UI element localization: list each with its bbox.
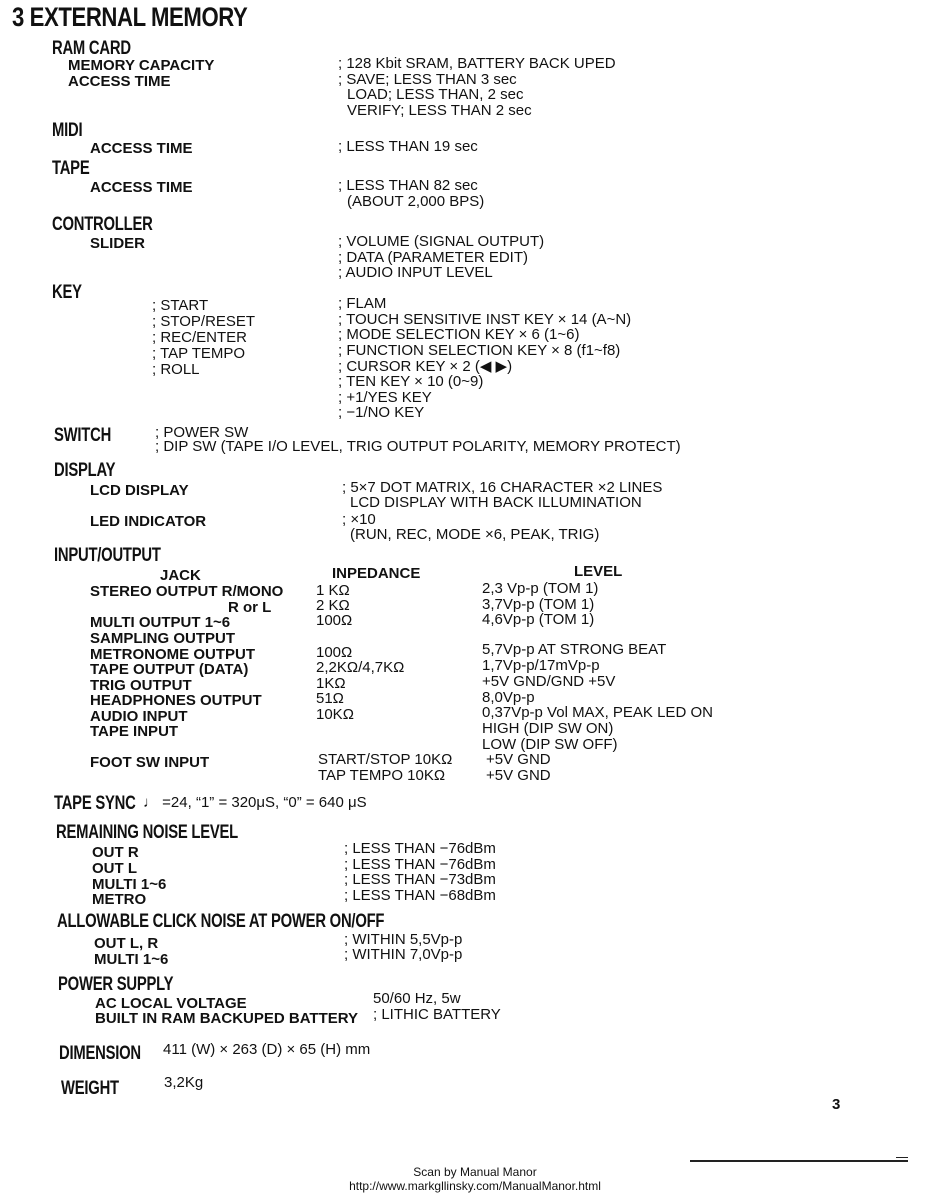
ram-card-heading: RAM CARD bbox=[52, 38, 131, 59]
io-level-5: 5,7Vp-p AT STRONG BEAT bbox=[482, 641, 667, 658]
page-number: 3 bbox=[832, 1096, 841, 1113]
tape-access-label: ACCESS TIME bbox=[90, 179, 193, 196]
impedance-header: INPEDANCE bbox=[332, 565, 421, 582]
io-level-2: 3,7Vp-p (TOM 1) bbox=[482, 596, 595, 613]
key-left-2: ; STOP/RESET bbox=[152, 313, 256, 330]
io-jack-4: SAMPLING OUTPUT bbox=[90, 630, 235, 647]
slider-value-2: ; DATA (PARAMETER EDIT) bbox=[338, 249, 529, 266]
click-noise-heading: ALLOWABLE CLICK NOISE AT POWER ON/OFF bbox=[57, 911, 385, 932]
io-imp-7: 1KΩ bbox=[316, 675, 346, 692]
io-jack-7: TRIG OUTPUT bbox=[90, 677, 192, 694]
foot-sw-level-2: +5V GND bbox=[486, 767, 551, 784]
io-imp-2: 2 KΩ bbox=[316, 597, 350, 614]
tape-access-value-1: ; LESS THAN 82 sec bbox=[338, 177, 478, 194]
key-right-1: ; FLAM bbox=[338, 295, 387, 312]
noise-heading: REMAINING NOISE LEVEL bbox=[56, 822, 239, 843]
ac-voltage-value: 50/60 Hz, 5w bbox=[373, 990, 461, 1007]
midi-heading: MIDI bbox=[52, 120, 83, 141]
tape-sync-heading: TAPE SYNC bbox=[54, 793, 136, 814]
noise-label-4: METRO bbox=[92, 891, 147, 908]
noise-value-4: ; LESS THAN −68dBm bbox=[344, 887, 496, 904]
io-imp-8: 51Ω bbox=[316, 690, 344, 707]
key-right-8: ; −1/NO KEY bbox=[338, 404, 425, 421]
access-time-label: ACCESS TIME bbox=[68, 73, 171, 90]
foot-sw-imp-2: TAP TEMPO 10KΩ bbox=[318, 767, 446, 784]
input-output-heading: INPUT/OUTPUT bbox=[54, 545, 161, 566]
tape-sync-value: ♩ =24, “1” = 320μS, “0” = 640 μS bbox=[143, 794, 367, 811]
noise-value-1: ; LESS THAN −76dBm bbox=[344, 840, 496, 857]
noise-label-3: MULTI 1~6 bbox=[92, 876, 167, 893]
key-heading: KEY bbox=[52, 282, 82, 303]
level-header: LEVEL bbox=[574, 563, 623, 580]
foot-sw-imp-1: START/STOP 10KΩ bbox=[318, 751, 453, 768]
key-right-6: ; TEN KEY × 10 (0~9) bbox=[338, 373, 484, 390]
io-jack-3: MULTI OUTPUT 1~6 bbox=[90, 614, 231, 631]
key-right-3: ; MODE SELECTION KEY × 6 (1~6) bbox=[338, 326, 580, 343]
click-label-1: OUT L, R bbox=[94, 935, 159, 952]
lcd-display-label: LCD DISPLAY bbox=[90, 482, 189, 499]
switch-value-2: ; DIP SW (TAPE I/O LEVEL, TRIG OUTPUT POLARITY, MEMORY PROTECT) bbox=[155, 438, 681, 455]
controller-heading: CONTROLLER bbox=[52, 214, 153, 235]
io-level-3: 4,6Vp-p (TOM 1) bbox=[482, 611, 595, 628]
weight-value: 3,2Kg bbox=[164, 1074, 204, 1091]
tape-access-value-2: (ABOUT 2,000 BPS) bbox=[347, 193, 485, 210]
io-level-7: +5V GND/GND +5V bbox=[482, 673, 616, 690]
key-left-5: ; ROLL bbox=[152, 361, 200, 378]
noise-label-2: OUT L bbox=[92, 860, 137, 877]
lcd-display-value-1: ; 5×7 DOT MATRIX, 16 CHARACTER ×2 LINES bbox=[342, 479, 663, 496]
io-level-10: HIGH (DIP SW ON) bbox=[482, 720, 614, 737]
lcd-display-value-2: LCD DISPLAY WITH BACK ILLUMINATION bbox=[350, 494, 642, 511]
dimension-value: 411 (W) × 263 (D) × 65 (H) mm bbox=[163, 1041, 371, 1058]
key-right-5: ; CURSOR KEY × 2 (◀ ▶) bbox=[338, 358, 513, 375]
io-jack-5: METRONOME OUTPUT bbox=[90, 646, 255, 663]
key-right-2: ; TOUCH SENSITIVE INST KEY × 14 (A~N) bbox=[338, 311, 632, 328]
key-left-1: ; START bbox=[152, 297, 209, 314]
io-jack-8: HEADPHONES OUTPUT bbox=[90, 692, 262, 709]
memory-capacity-value: ; 128 Kbit SRAM, BATTERY BACK UPED bbox=[338, 55, 616, 72]
click-value-2: ; WITHIN 7,0Vp-p bbox=[344, 946, 463, 963]
switch-value-1: ; POWER SW bbox=[155, 424, 249, 441]
dimension-heading: DIMENSION bbox=[59, 1043, 141, 1064]
io-jack-1: STEREO OUTPUT R/MONO bbox=[90, 583, 284, 600]
click-value-1: ; WITHIN 5,5Vp-p bbox=[344, 931, 463, 948]
tape-heading: TAPE bbox=[52, 158, 90, 179]
midi-access-label: ACCESS TIME bbox=[90, 140, 193, 157]
click-label-2: MULTI 1~6 bbox=[94, 951, 169, 968]
footer-url[interactable]: http://www.markgllinsky.com/ManualManor.html bbox=[349, 1179, 601, 1193]
slider-label: SLIDER bbox=[90, 235, 146, 252]
led-indicator-value-1: ; ×10 bbox=[342, 511, 376, 528]
io-level-1: 2,3 Vp-p (TOM 1) bbox=[482, 580, 599, 597]
io-imp-5: 100Ω bbox=[316, 644, 353, 661]
midi-access-value: ; LESS THAN 19 sec bbox=[338, 138, 478, 155]
display-heading: DISPLAY bbox=[54, 460, 116, 481]
scan-rule bbox=[690, 1160, 908, 1162]
io-imp-3: 100Ω bbox=[316, 612, 353, 629]
io-level-11: LOW (DIP SW OFF) bbox=[482, 736, 618, 753]
io-jack-6: TAPE OUTPUT (DATA) bbox=[90, 661, 249, 678]
slider-value-1: ; VOLUME (SIGNAL OUTPUT) bbox=[338, 233, 545, 250]
battery-value: ; LITHIC BATTERY bbox=[373, 1006, 501, 1023]
io-level-6: 1,7Vp-p/17mVp-p bbox=[482, 657, 600, 674]
key-left-4: ; TAP TEMPO bbox=[152, 345, 246, 362]
foot-sw-level-1: +5V GND bbox=[486, 751, 551, 768]
page-title: 3 EXTERNAL MEMORY bbox=[12, 2, 248, 32]
io-imp-1: 1 KΩ bbox=[316, 582, 350, 599]
ram-access-value-1: ; SAVE; LESS THAN 3 sec bbox=[338, 71, 517, 88]
io-jack-9: AUDIO INPUT bbox=[90, 708, 188, 725]
key-right-7: ; +1/YES KEY bbox=[338, 389, 432, 406]
ram-access-value-3: VERIFY; LESS THAN 2 sec bbox=[347, 102, 532, 119]
io-jack-2: R or L bbox=[228, 599, 272, 616]
switch-heading: SWITCH bbox=[54, 425, 112, 446]
battery-label: BUILT IN RAM BACKUPED BATTERY bbox=[95, 1010, 359, 1027]
noise-label-1: OUT R bbox=[92, 844, 139, 861]
foot-sw-label: FOOT SW INPUT bbox=[90, 754, 210, 771]
memory-capacity-label: MEMORY CAPACITY bbox=[68, 57, 215, 74]
io-jack-10: TAPE INPUT bbox=[90, 723, 179, 740]
ram-access-value-2: LOAD; LESS THAN, 2 sec bbox=[347, 86, 524, 103]
noise-value-3: ; LESS THAN −73dBm bbox=[344, 871, 496, 888]
io-imp-9: 10KΩ bbox=[316, 706, 354, 723]
weight-heading: WEIGHT bbox=[61, 1078, 119, 1099]
led-indicator-label: LED INDICATOR bbox=[90, 513, 207, 530]
io-level-9: 0,37Vp-p Vol MAX, PEAK LED ON bbox=[482, 704, 713, 721]
io-level-8: 8,0Vp-p bbox=[482, 689, 535, 706]
scan-rule-tick bbox=[896, 1157, 908, 1158]
key-right-4: ; FUNCTION SELECTION KEY × 8 (f1~f8) bbox=[338, 342, 621, 359]
key-left-3: ; REC/ENTER bbox=[152, 329, 248, 346]
io-imp-6: 2,2KΩ/4,7KΩ bbox=[316, 659, 405, 676]
jack-header: JACK bbox=[160, 567, 201, 584]
footer-scan-credit: Scan by Manual Manor bbox=[413, 1165, 537, 1179]
noise-value-2: ; LESS THAN −76dBm bbox=[344, 856, 496, 873]
slider-value-3: ; AUDIO INPUT LEVEL bbox=[338, 264, 493, 281]
power-supply-heading: POWER SUPPLY bbox=[58, 974, 174, 995]
led-indicator-value-2: (RUN, REC, MODE ×6, PEAK, TRIG) bbox=[350, 526, 600, 543]
ac-voltage-label: AC LOCAL VOLTAGE bbox=[95, 995, 247, 1012]
